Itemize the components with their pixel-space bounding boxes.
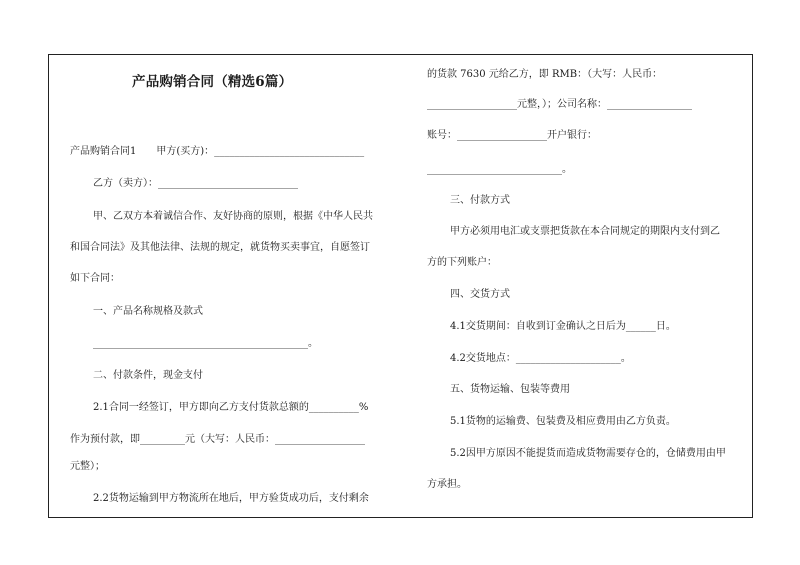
account-line: 账号：__________________开户银行： (427, 130, 597, 141)
party-b-line: 乙方（卖方）：____________________________ (93, 178, 298, 189)
section-2-heading: 二、付款条件，现金支付 (93, 370, 203, 381)
section-3-paragraph-2: 方的下列账户： (427, 257, 497, 268)
section-1-blank: ___________________________________________。 (93, 338, 318, 349)
section-3-heading: 三、付款方式 (450, 195, 510, 206)
bank-blank-line: ___________________________。 (427, 164, 572, 175)
clause-4-2: 4.2交货地点：_____________________。 (450, 353, 631, 364)
intro-paragraph-3: 如下合同： (70, 273, 120, 284)
intro-paragraph-2: 和国合同法》及其他法律、法规的规定，就货物买卖事宜，自愿签订 (70, 242, 370, 253)
section-4-heading: 四、交货方式 (450, 289, 510, 300)
clause-2-1-line-1: 2.1合同一经签订，甲方即向乙方支付货款总额的__________% (93, 402, 369, 413)
section-1-heading: 一、产品名称规格及款式 (93, 306, 203, 317)
clause-2-1-line-3: 元整）； (70, 461, 105, 472)
document-title: 产品购销合同（精选6篇） (132, 74, 293, 90)
payment-amount-line: 的货款 7630 元给乙方，即 RMB：（大写：人民币： (427, 69, 663, 80)
section-3-paragraph-1: 甲方必须用电汇或支票把货款在本合同规定的期限内支付到乙 (450, 226, 720, 237)
intro-paragraph-1: 甲、乙双方本着诚信合作、友好协商的原则，根据《中华人民共 (93, 211, 373, 222)
party-a-line: 产品购销合同1 甲方(买方)：______________________________ (70, 146, 365, 157)
clause-5-2-line-1: 5.2因甲方原因不能提货而造成货物需要存仓的，仓储费用由甲 (450, 448, 726, 459)
clause-4-1: 4.1交货期间：自收到订金确认之日后为______日。 (450, 321, 676, 332)
clause-2-1-line-2: 作为预付款，即_________元（大写：人民币：__________________ (70, 434, 365, 445)
clause-5-1: 5.1货物的运输费、包装费及相应费用由乙方负责。 (450, 416, 676, 427)
company-name-line: __________________元整，）；公司名称：_________________ (427, 99, 692, 110)
clause-5-2-line-2: 方承担。 (427, 479, 467, 490)
clause-2-2-line-1: 2.2货物运输到甲方物流所在地后，甲方验货成功后，支付剩余 (93, 493, 369, 504)
section-5-heading: 五、货物运输、包装等费用 (450, 384, 570, 395)
